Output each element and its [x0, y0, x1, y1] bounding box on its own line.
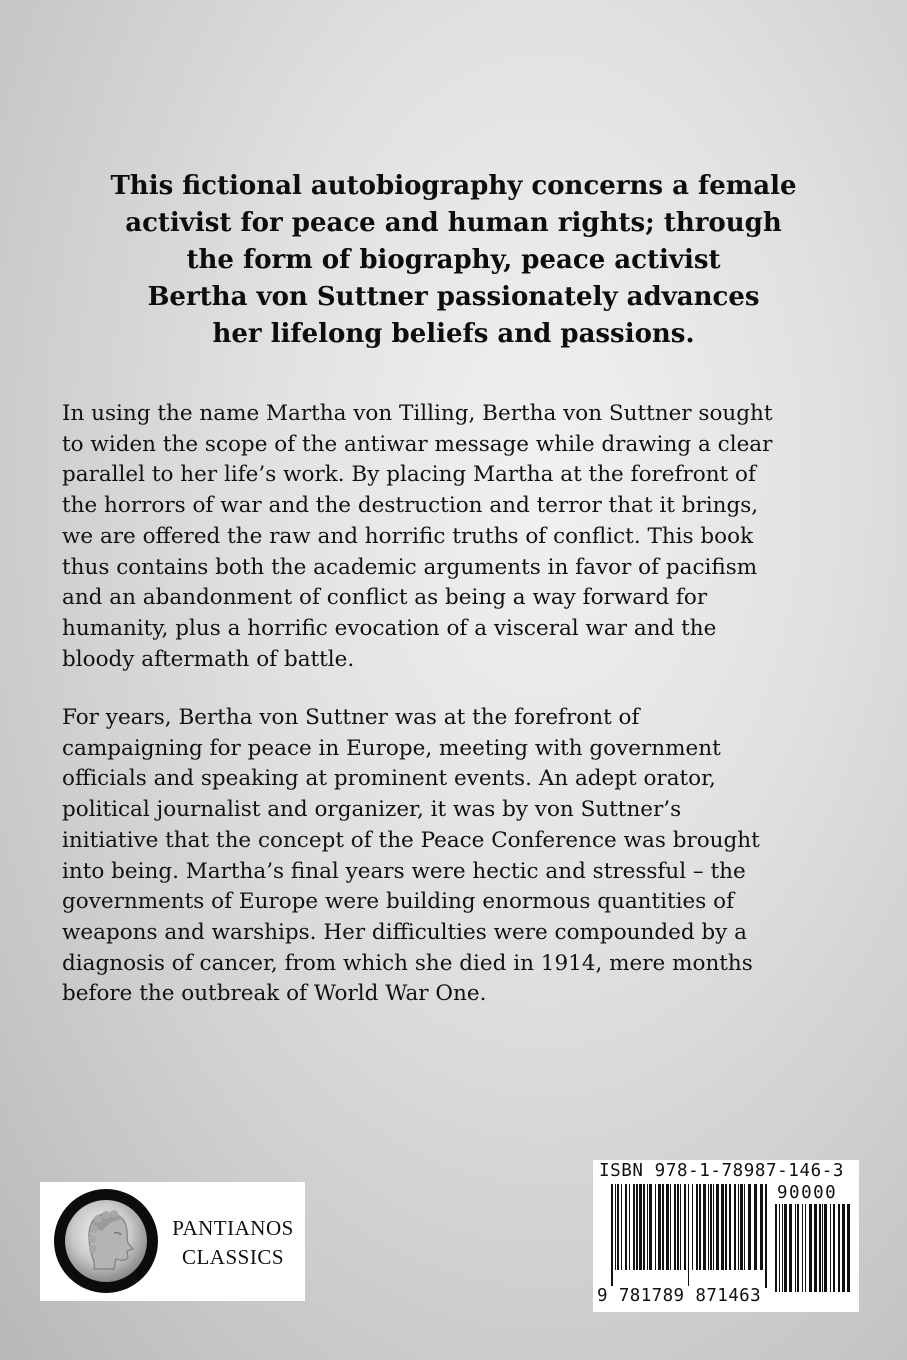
barcode-bar	[710, 1184, 712, 1270]
publisher-name	[168, 1214, 298, 1272]
paragraph-line: governments of Europe were building enormous quantities of	[62, 889, 735, 915]
barcode-bar	[814, 1204, 817, 1292]
barcode-bar	[713, 1184, 714, 1270]
barcode-bar	[789, 1204, 792, 1292]
barcode-bar	[847, 1204, 850, 1292]
barcode-bar	[636, 1184, 638, 1270]
barcode-bar	[670, 1184, 671, 1270]
barcode-bar	[784, 1204, 787, 1292]
paragraph-line: to widen the scope of the antiwar message while drawing a clear	[62, 431, 773, 457]
barcode-bar	[708, 1184, 709, 1270]
barcode-bar	[760, 1184, 763, 1270]
barcode-bar	[680, 1184, 681, 1270]
barcode-bar	[684, 1184, 686, 1270]
barcode-bar	[838, 1204, 840, 1292]
barcode-bar	[738, 1184, 739, 1270]
paragraph-line: into being. Martha’s final years were hectic and stressful – the	[62, 858, 746, 884]
tagline-line: activist for peace and human rights; through	[125, 208, 782, 238]
barcode-bar	[696, 1184, 698, 1270]
paragraph-line: the horrors of war and the destruction and terror that it brings,	[62, 493, 759, 519]
paragraph-line: parallel to her life’s work. By placing Martha at the forefront of	[62, 462, 756, 488]
tagline-line: her lifelong beliefs and passions.	[212, 319, 695, 349]
barcode-bar	[824, 1204, 827, 1292]
tagline-line: the form of biography, peace activist	[186, 245, 721, 275]
barcode-bar	[795, 1204, 796, 1292]
description-paragraph-1	[62, 399, 852, 675]
paragraph-line: officials and speaking at prominent events. An adept orator,	[62, 766, 716, 792]
publisher-name-line2: CLASSICS	[181, 1245, 285, 1269]
paragraph-line: and an abandonment of conflict as being a way forward for	[62, 585, 708, 611]
paragraph-line: diagnosis of cancer, from which she died in 1914, mere months	[62, 950, 753, 976]
barcode-bar	[655, 1184, 656, 1270]
barcode-bar	[615, 1184, 616, 1270]
paragraph-line: initiative that the concept of the Peace Conference was brought	[62, 827, 760, 853]
barcode-bar	[775, 1204, 777, 1292]
barcode-bars	[611, 1184, 767, 1288]
barcode-bar	[754, 1184, 757, 1270]
paragraph-line: In using the name Martha von Tilling, Bertha von Suttner sought	[62, 401, 773, 426]
barcode-bar	[779, 1204, 780, 1292]
barcode-bar	[643, 1184, 645, 1270]
barcode-bar	[729, 1184, 731, 1270]
price-code: 90000	[777, 1183, 838, 1203]
paragraph-line: For years, Bertha von Suttner was at the forefront of	[62, 705, 640, 730]
barcode-bar	[621, 1184, 622, 1270]
barcode-bar	[716, 1184, 719, 1270]
barcode-bar	[765, 1184, 767, 1288]
tagline-line: This fictional autobiography concerns a female	[110, 171, 797, 201]
barcode-bar	[639, 1184, 642, 1270]
paragraph-line: political journalist and organizer, it was by von Suttner’s	[62, 797, 682, 823]
barcode-bar	[748, 1184, 751, 1270]
tagline-line: Bertha von Suttner passionately advances	[147, 282, 760, 312]
barcode-bar	[625, 1184, 627, 1270]
barcode-bar	[677, 1184, 679, 1270]
barcode-bar	[782, 1204, 783, 1292]
barcode-bar	[611, 1184, 613, 1288]
barcode-bar	[674, 1184, 676, 1270]
barcode-bar	[809, 1204, 812, 1292]
barcode-bar	[734, 1184, 736, 1270]
barcode-bar	[658, 1184, 661, 1270]
barcode-bar	[647, 1184, 648, 1270]
barcode-bar	[666, 1184, 669, 1270]
barcode-bar	[633, 1184, 635, 1270]
barcode-bar	[688, 1184, 689, 1288]
barcode-bar	[662, 1184, 664, 1270]
publisher-logo	[40, 1182, 305, 1301]
greek-coin-medallion-icon	[54, 1189, 158, 1293]
description-paragraph-2	[62, 703, 852, 1010]
barcode-bar	[703, 1184, 706, 1270]
barcode-bar	[805, 1204, 806, 1292]
barcode-bar	[744, 1184, 745, 1270]
barcode-bar	[802, 1204, 803, 1292]
paragraph-line: before the outbreak of World War One.	[62, 981, 487, 1007]
publisher-name-line1: PANTIANOS	[172, 1216, 294, 1240]
barcode-bar	[721, 1184, 724, 1270]
barcode-bar	[830, 1204, 831, 1292]
barcode-bar	[649, 1184, 652, 1270]
barcode-bar	[797, 1204, 799, 1292]
paragraph-line: campaigning for peace in Europe, meeting with government	[62, 735, 721, 761]
paragraph-line: thus contains both the academic arguments in favor of pacifism	[62, 554, 758, 580]
isbn-barcode	[593, 1160, 859, 1312]
paragraph-line: bloody aftermath of battle.	[62, 646, 355, 672]
barcode-bar	[617, 1184, 619, 1270]
barcode-bar	[740, 1184, 743, 1270]
barcode-bar	[833, 1204, 835, 1292]
isbn-label: ISBN 978-1-78987-146-3	[599, 1161, 844, 1181]
barcode-bar	[819, 1204, 821, 1292]
barcode-bar	[822, 1204, 823, 1292]
paragraph-line: weapons and warships. Her difficulties were compounded by a	[62, 919, 747, 945]
paragraph-line: humanity, plus a horrific evocation of a visceral war and the	[62, 615, 717, 641]
paragraph-line: we are offered the raw and horrific truths of conflict. This book	[62, 523, 754, 549]
barcode-bar	[692, 1184, 693, 1270]
tagline	[90, 168, 817, 353]
barcode-bar	[699, 1184, 701, 1270]
barcode-bar	[842, 1204, 845, 1292]
barcode-digits: 9 781789 871463	[597, 1286, 762, 1306]
barcode-bar	[629, 1184, 630, 1270]
barcode-bar	[725, 1184, 727, 1270]
addon-barcode-bars	[775, 1204, 851, 1292]
